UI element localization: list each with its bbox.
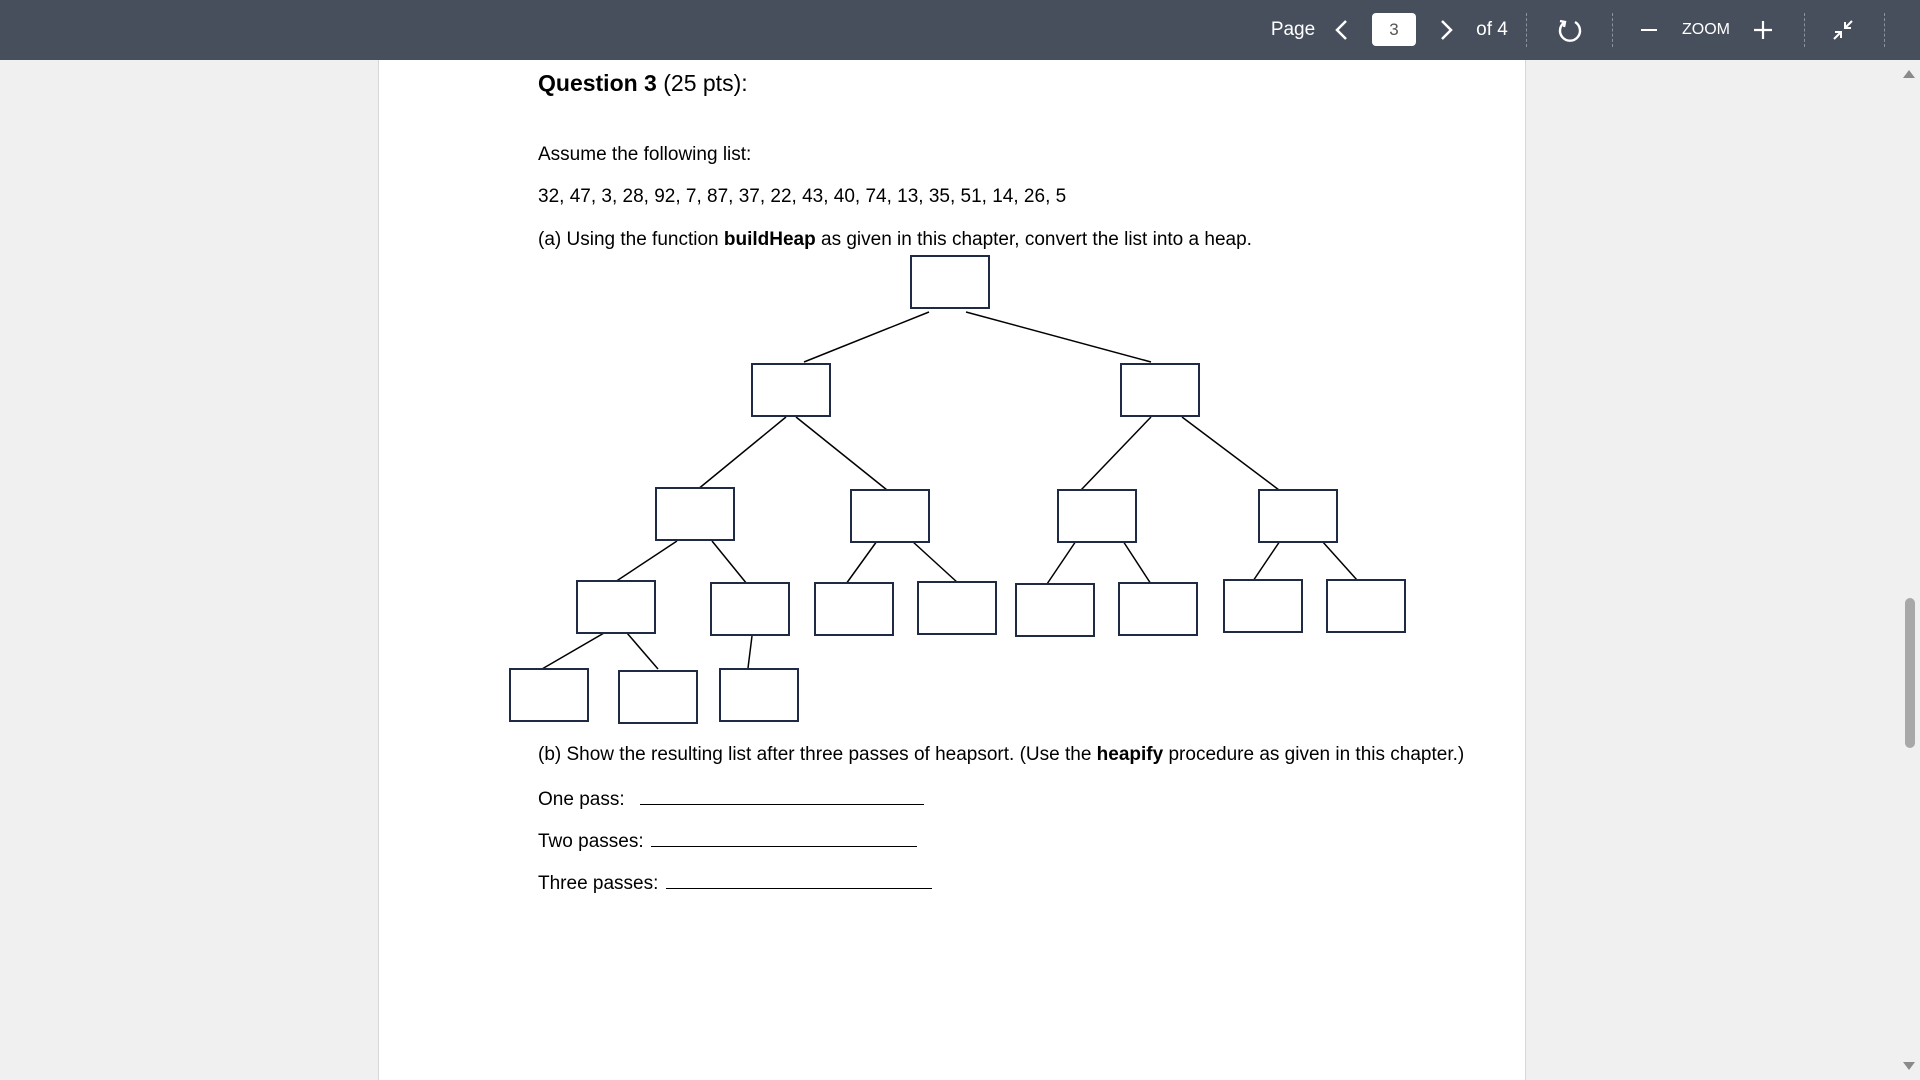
tree-edge [1081,417,1151,490]
zoom-out-button[interactable] [1634,0,1664,60]
tree-node-box [1259,490,1337,542]
scroll-down-arrow-icon[interactable] [1902,1060,1916,1072]
one-pass-label: One pass: [538,789,625,810]
tree-node-box [1119,583,1197,635]
part-b-suffix: procedure as given in this chapter.) [1163,744,1465,765]
tree-edge [1123,541,1151,584]
tree-node-box [619,671,697,723]
one-pass-line [538,786,924,811]
tree-node-box [711,583,789,635]
one-pass-blank [640,786,924,805]
part-b-prefix: (b) Show the resulting list after three passes of heapsort. (Use the [538,744,1097,765]
exit-fullscreen-button[interactable] [1826,0,1860,60]
scrollbar-thumb[interactable] [1905,598,1915,748]
question-points: (25 pts): [656,70,748,96]
pdf-toolbar [0,0,1920,60]
toolbar-divider [1804,13,1805,47]
part-a-prefix: (a) Using the function [538,229,724,250]
tree-edge [912,541,958,583]
part-a-suffix: as given in this chapter, convert the list into a heap. [815,229,1252,250]
tree-node-box [1058,490,1136,542]
toolbar-divider [1884,13,1885,47]
tree-edge [627,633,658,669]
tree-edge [1182,417,1279,490]
part-b-procedure: heapify [1096,744,1164,765]
tree-edge [615,541,677,582]
tree-edge [712,541,747,584]
tree-edge [796,417,887,490]
document-page [378,60,1526,1080]
rotate-button[interactable] [1552,0,1588,60]
toolbar-divider [1526,13,1527,47]
tree-node-box [918,582,996,634]
tree-node-box [577,581,655,633]
page-label-text: Page [1270,19,1316,40]
zoom-in-button[interactable] [1748,0,1778,60]
vertical-scrollbar[interactable] [1898,60,1920,1080]
tree-edge [966,312,1151,362]
tree-node-box [510,669,588,721]
tree-node-box [815,583,893,635]
tree-edge [748,636,752,668]
two-passes-line [538,828,917,853]
two-passes-blank [651,828,917,847]
zoom-label-text: ZOOM [1682,21,1730,38]
tree-node-box [752,364,830,416]
heap-tree-diagram [379,60,1527,740]
tree-node-box [1224,580,1302,632]
intro-text: Assume the following list: [538,144,752,165]
tree-node-box [720,669,798,721]
collapse-icon [1831,18,1855,42]
three-passes-blank [666,870,932,889]
tree-edge [804,312,929,362]
tree-node-box [1016,584,1094,636]
tree-edge [846,541,877,584]
chevron-left-icon [1334,19,1350,41]
part-b-text [538,744,1464,766]
plus-icon [1752,19,1774,41]
scroll-up-arrow-icon[interactable] [1902,68,1916,80]
document-viewer[interactable] [0,60,1920,1080]
tree-edge [1322,541,1357,580]
minus-icon [1639,20,1659,40]
tree-edge [697,417,786,490]
tree-node-box [1121,364,1199,416]
tree-edge [1251,541,1280,584]
page-number-input[interactable] [1372,13,1416,46]
three-passes-line [538,870,932,895]
list-values: 32, 47, 3, 28, 92, 7, 87, 37, 22, 43, 40, 74, 13, 35, 51, 14, 26, 5 [538,186,1067,207]
tree-edge [542,633,604,669]
page-count [1472,0,1512,60]
previous-page-button[interactable] [1328,0,1356,60]
page-label [1268,0,1318,60]
rotate-icon [1557,17,1583,43]
next-page-button[interactable] [1432,0,1460,60]
zoom-label [1676,0,1736,60]
chevron-right-icon [1438,19,1454,41]
two-passes-label: Two passes: [538,831,644,852]
tree-node-box [851,490,929,542]
part-a-function: buildHeap [723,229,816,250]
question-number: Question 3 [538,70,657,96]
page-count-text: of 4 [1476,19,1508,40]
toolbar-divider [1612,13,1613,47]
tree-node-box [1327,580,1405,632]
tree-node-box [911,256,989,308]
tree-edge [1047,541,1076,584]
tree-node-box [656,488,734,540]
three-passes-label: Three passes: [538,873,659,894]
